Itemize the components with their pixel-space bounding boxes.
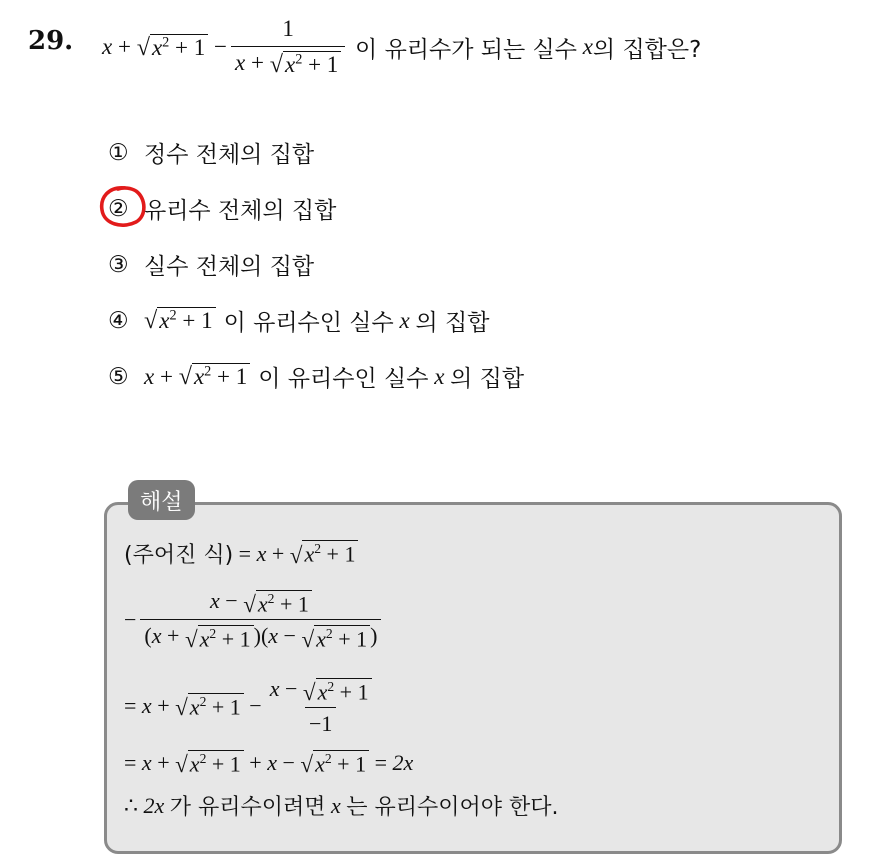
fraction [266,676,376,737]
fraction [231,16,345,77]
fraction-numerator: x − √ $x^2 + 1$ [206,588,316,619]
option-2[interactable] [108,192,336,225]
option-mark: ⑤ [108,363,129,389]
fraction [140,588,381,651]
fraction-denominator: (x + √ $x^2 + 1$ )(x − √ $x^2 + 1$ ) [140,619,381,651]
sqrt-expression [137,34,209,60]
question-expression: x + √ $x^2 + 1$ − 1 x + √ $x^2 + 1$ 이 유리수가 되는 실수 x 의 집합은? [102,16,702,79]
option-1[interactable] [108,136,314,169]
option-text: 실수 전체의 집합 [144,254,315,280]
option-mark: ① [108,139,129,166]
question-number: 29. [28,26,74,56]
solution-line-3: = x + √ $x^2 + 1$ − x − √ $x^2 + 1$ −1 [124,676,380,737]
option-5[interactable]: ⑤ x + √ $x^2 + 1$ 이 유리수인 실수 x 의 집합 [108,360,524,393]
option-3[interactable] [108,248,314,281]
question-text: 이 유리수가 되는 실수 [355,36,577,63]
given-label: (주어진 식) [124,543,234,568]
minus-sign: − [214,34,228,59]
solution-line-1: (주어진 식) = x + √ $x^2 + 1$ [124,538,358,569]
solution-line-4: = x + √ $x^2 + 1$ + x − √ $x^2 + 1$ = 2x [124,750,414,778]
option-mark: ③ [108,251,129,278]
fraction-denominator: −1 [305,707,336,736]
option-mark: ② [108,195,129,222]
plus-sign: + [117,34,131,59]
fraction-numerator: 1 [282,16,294,42]
option-text: 이 유리수인 실수 [223,310,394,336]
therefore-sign: ∴ [124,792,138,818]
sqrt-expression: √ $x^2 + 1$ [144,307,216,333]
option-text: 유리수 전체의 집합 [144,198,337,224]
solution-tag: 해설 [128,480,195,520]
fraction-numerator: x − √ $x^2 + 1$ [266,676,376,707]
option-text: 정수 전체의 집합 [144,142,315,168]
radicand: $x^2 + 1$ [150,34,208,60]
solution-conclusion: ∴ 2x 가 유리수이려면 x 는 유리수이어야 한다. [124,792,559,820]
option-4[interactable]: ④ √ $x^2 + 1$ 이 유리수인 실수 x 의 집합 [108,304,489,337]
option-mark: ④ [108,307,129,333]
fraction-denominator: x + √ $x^2 + 1$ [231,46,345,78]
sqrt-expression: √ $x^2 + 1$ [179,363,251,389]
radical-sign: √ [136,33,150,61]
question-text-end: 의 집합은? [592,36,702,63]
solution-line-2: − x − √ $x^2 + 1$ (x + √ $x^2 + 1$ )(x − √ $x^2 + 1$ ) [124,588,385,651]
option-text: 이 유리수인 실수 [258,366,429,392]
var-x: x [102,34,113,59]
